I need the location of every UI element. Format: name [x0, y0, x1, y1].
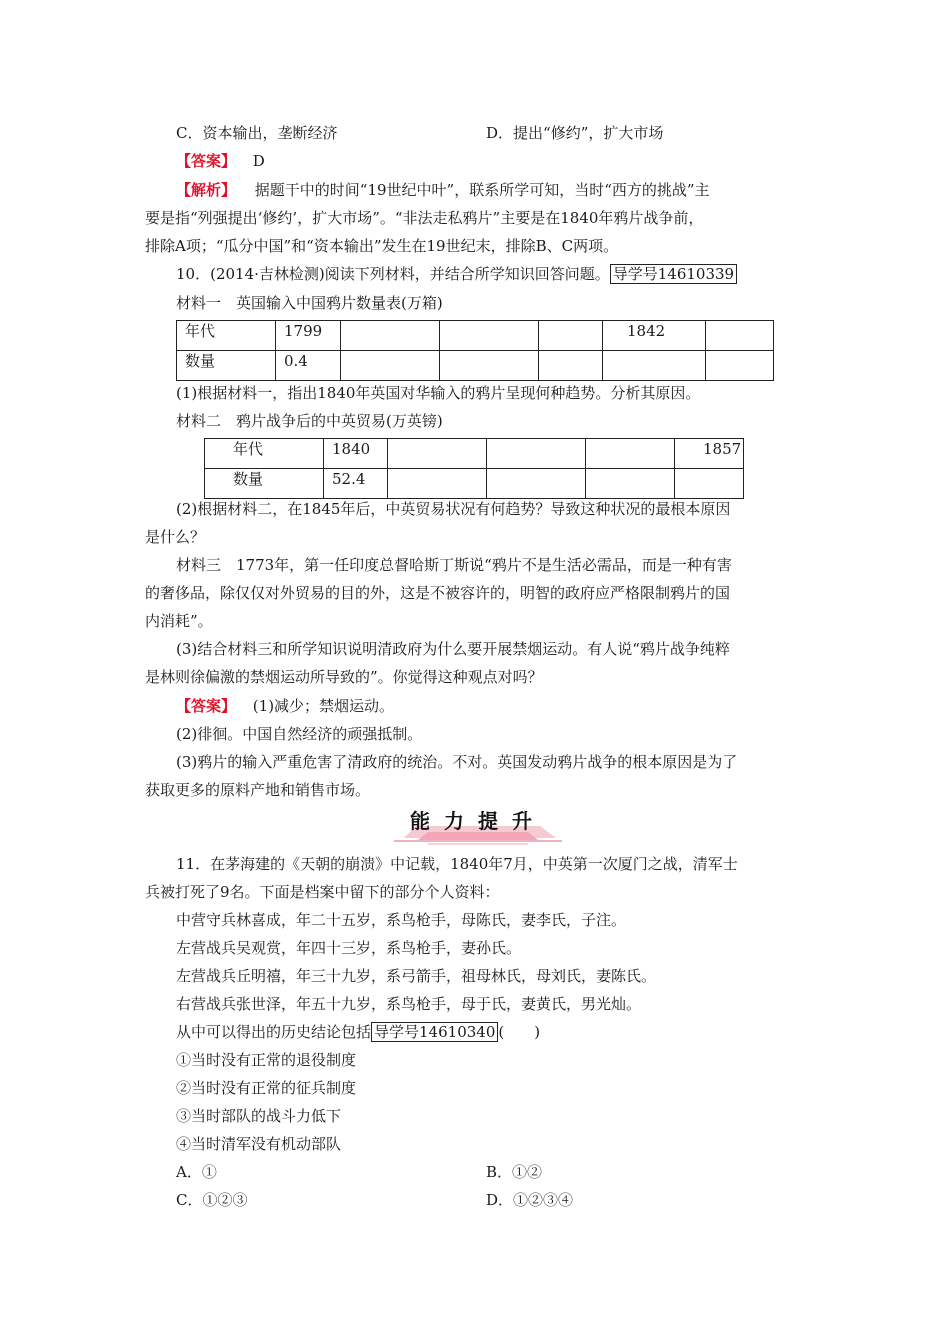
- q11-option-a: A．①: [176, 1163, 217, 1181]
- answer-tag: 【答案】: [176, 697, 237, 715]
- q11-item2: ②当时没有正常的征兵制度: [176, 1079, 357, 1097]
- q9-analysis-line1: 【解析】 据题干中的时间“19世纪中叶”，联系所学可知，当时“西方的挑战”主: [176, 181, 710, 199]
- section-title: 能力提升: [410, 809, 546, 833]
- guide-number: 导学号14610339: [610, 264, 737, 284]
- q10-answer3-line2: 获取更多的原料产地和销售市场。: [145, 781, 371, 799]
- q10-answer-line: 【答案】 (1)减少；禁烟运动。: [176, 697, 395, 715]
- q11-record1: 中营守兵林喜成，年二十五岁，系鸟枪手，母陈氏，妻李氏，子注。: [176, 911, 627, 929]
- q11-record2: 左营战兵吴观赏，年四十三岁，系鸟枪手，妻孙氏。: [176, 939, 522, 957]
- material1-table: [176, 320, 774, 381]
- analysis-tag: 【解析】: [176, 181, 237, 199]
- q11-stem-line2: 兵被打死了9名。下面是档案中留下的部分个人资料：: [145, 883, 500, 901]
- table-row: 数量 0.4: [177, 351, 774, 381]
- q10-sub2-line1: (2)根据材料二，在1845年后，中英贸易状况有何趋势？导致这种状况的最根本原因: [176, 500, 731, 518]
- q9-option-d: D．提出“修约”，扩大市场: [486, 124, 664, 142]
- q11-option-b: B．①②: [486, 1163, 543, 1181]
- q10-answer3-line1: (3)鸦片的输入严重危害了清政府的统治。不对。英国发动鸦片战争的根本原因是为了: [176, 753, 738, 771]
- q11-item3: ③当时部队的战斗力低下: [176, 1107, 342, 1125]
- material3-line2: 的奢侈品，除仅仅对外贸易的目的外，这是不被容许的，明智的政府应严格限制鸦片的国: [145, 584, 731, 602]
- q11-question: 从中可以得出的历史结论包括 导学号14610340 ( ): [176, 1023, 541, 1041]
- q9-analysis-line2: 要是指“列强提出‘修约’，扩大市场”。“非法走私鸦片”主要是在1840年鸦片战争前，: [145, 209, 704, 227]
- q10-sub3-line2: 是林则徐偏激的禁烟运动所导致的”。你觉得这种观点对吗？: [145, 668, 543, 686]
- q11-record3: 左营战兵丘明禧，年三十九岁，系弓箭手，祖母林氏，母刘氏，妻陈氏。: [176, 967, 657, 985]
- answer-tag: 【答案】: [176, 152, 237, 170]
- guide-number: 导学号14610340: [371, 1022, 498, 1042]
- material1-title: 材料一 英国输入中国鸦片数量表(万箱): [176, 294, 443, 312]
- material3-line3: 内消耗”。: [145, 612, 213, 630]
- q11-option-c: C．①②③: [176, 1191, 248, 1209]
- q10-answer2: (2)徘徊。中国自然经济的顽强抵制。: [176, 725, 423, 743]
- q9-answer: D: [252, 152, 265, 170]
- material3-line1: 材料三 1773年，第一任印度总督哈斯丁斯说“鸦片不是生活必需品，而是一种有害: [176, 556, 732, 574]
- section-banner: [388, 808, 568, 846]
- q11-option-d: D．①②③④: [486, 1191, 574, 1209]
- material2-title: 材料二 鸦片战争后的中英贸易(万英镑): [176, 412, 443, 430]
- q10-sub3-line1: (3)结合材料三和所学知识说明清政府为什么要开展禁烟运动。有人说“鸦片战争纯粹: [176, 640, 730, 658]
- q11-stem-line1: 11．在茅海建的《天朝的崩溃》中记载，1840年7月，中英第一次厦门之战，清军士: [176, 855, 738, 873]
- q10-sub2-line2: 是什么？: [145, 528, 206, 546]
- q9-option-c: C．资本输出，垄断经济: [176, 124, 338, 142]
- q10-sub1: (1)根据材料一，指出1840年英国对华输入的鸦片呈现何种趋势。分析其原因。: [176, 384, 701, 402]
- q11-item4: ④当时清军没有机动部队: [176, 1135, 342, 1153]
- material2-table: [204, 438, 744, 499]
- q9-answer-line: [176, 151, 265, 171]
- table-row: 年代 1799 1842: [177, 321, 774, 351]
- q11-record4: 右营战兵张世泽，年五十九岁，系鸟枪手，母于氏，妻黄氏，男光灿。: [176, 995, 642, 1013]
- q10-stem: 10．(2014·吉林检测)阅读下列材料，并结合所学知识回答问题。 导学号14610339: [176, 264, 737, 284]
- table-row: 年代 1840 1857: [205, 439, 744, 469]
- table-row: 数量 52.4: [205, 469, 744, 499]
- q9-analysis-line3: 排除A项；“瓜分中国”和“资本输出”发生在19世纪末，排除B、C两项。: [145, 237, 619, 255]
- q11-item1: ①当时没有正常的退役制度: [176, 1051, 357, 1069]
